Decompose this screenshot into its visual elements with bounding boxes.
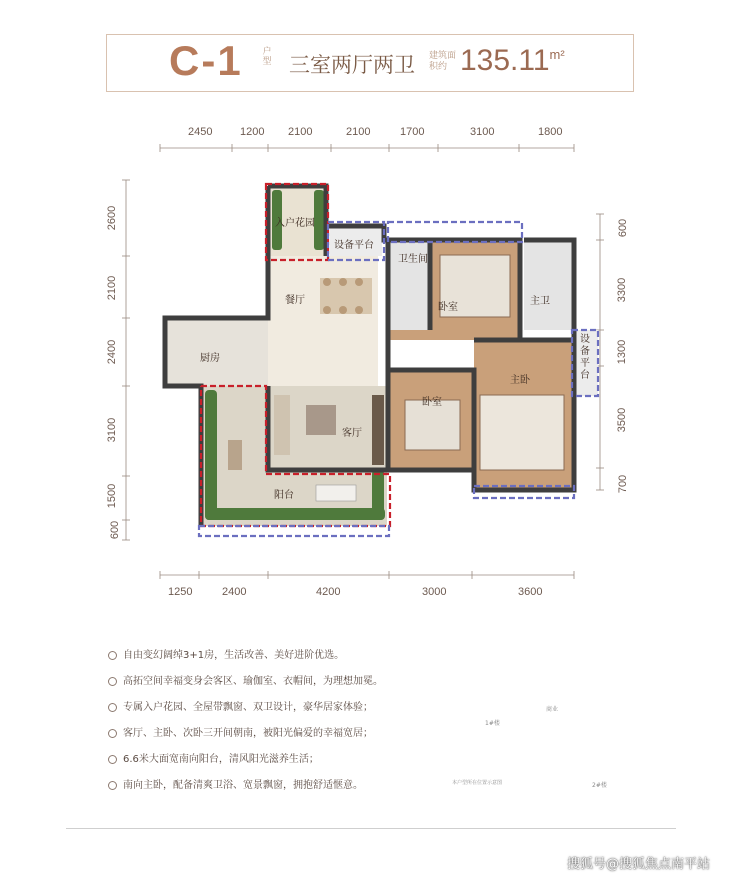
room-bedroom-2: 卧室	[422, 397, 442, 408]
room-dining: 餐厅	[285, 295, 305, 306]
bullet-circle-icon	[108, 781, 117, 790]
feature-item: 6.6米大面宽南向阳台，清风阳光滋养生活；	[108, 750, 319, 765]
feature-item: 自由变幻阔绰3+1房，生活改善、美好进阶优选。	[108, 646, 344, 661]
dim-right-5: 700	[617, 474, 630, 494]
dim-left-1: 2600	[106, 205, 119, 231]
site-commercial: 商业	[546, 706, 559, 713]
dim-left-5: 1500	[106, 483, 119, 509]
dim-left-3: 2400	[106, 339, 119, 365]
room-kitchen: 厨房	[200, 353, 220, 364]
site-building-2: 2#楼	[592, 782, 607, 789]
area-value: $135.11^{m^2}$	[460, 44, 565, 77]
divider-line	[66, 828, 676, 829]
dim-left-2: 2100	[106, 275, 119, 301]
bullet-circle-icon	[108, 703, 117, 712]
room-bedroom-1: 卧室	[438, 302, 458, 313]
bullet-circle-icon	[108, 729, 117, 738]
dim-top-4: 2100	[346, 126, 371, 138]
dim-right-3: 1300	[616, 339, 629, 365]
feature-item: 专属入户花园、全屋带飘窗、双卫设计，豪华居家体验；	[108, 698, 373, 713]
site-unit-b: C-1	[595, 758, 606, 765]
dim-top-2: 1200	[240, 126, 265, 138]
dim-left-6: 600	[109, 520, 122, 540]
bullet-circle-icon	[108, 677, 117, 686]
room-master-bath: 主卫	[530, 296, 550, 307]
dim-top-7: 1800	[538, 126, 563, 138]
dim-bottom-5: 3600	[518, 586, 543, 598]
dim-left-4: 3100	[106, 417, 119, 443]
dim-top-6: 3100	[470, 126, 495, 138]
area-label: 建筑面积约	[429, 51, 457, 72]
dim-bottom-2: 2400	[222, 586, 247, 598]
feature-item: 南向主卧，配备清爽卫浴、宽景飘窗，拥抱舒适惬意。	[108, 776, 363, 791]
unit-code: C-1	[169, 37, 243, 84]
dim-top-1: 2450	[188, 126, 213, 138]
room-equipment-platform-right: 设备平台	[580, 334, 590, 381]
room-entrance-garden: 入户花园	[275, 218, 315, 229]
room-master-bedroom: 主卧	[510, 375, 530, 386]
bullet-circle-icon	[108, 755, 117, 764]
room-equipment-platform: 设备平台	[334, 240, 374, 251]
dim-bottom-3: 4200	[316, 586, 341, 598]
feature-item: 高拓空间幸福变身会客区、瑜伽室、衣帽间，为理想加冕。	[108, 672, 383, 687]
room-living: 客厅	[342, 428, 362, 439]
dim-right-4: 3500	[616, 407, 629, 433]
dining-table	[320, 278, 372, 314]
room-bathroom: 卫生间	[398, 254, 428, 265]
dim-right-1: 600	[617, 218, 630, 238]
site-plan-caption: 本户型所在位置示意图	[452, 780, 503, 786]
dim-top-5: 1700	[400, 126, 425, 138]
bullet-circle-icon	[108, 651, 117, 660]
dim-top-3: 2100	[288, 126, 313, 138]
watermark: 搜狐号@搜狐焦点南平站	[567, 857, 711, 872]
feature-item: 客厅、主卧、次卧三开间朝南，被阳光偏爱的幸福宽居；	[108, 724, 373, 739]
unit-rooms: 三室两厅两卫	[289, 53, 415, 77]
site-unit-a: C-1	[577, 758, 588, 765]
room-balcony: 阳台	[274, 490, 294, 501]
dim-right-2: 3300	[616, 277, 629, 303]
dim-bottom-4: 3000	[422, 586, 447, 598]
site-building-1: 1#楼	[485, 720, 500, 727]
dim-bottom-1: 1250	[168, 586, 193, 598]
unit-type-label: 户型	[262, 47, 272, 67]
